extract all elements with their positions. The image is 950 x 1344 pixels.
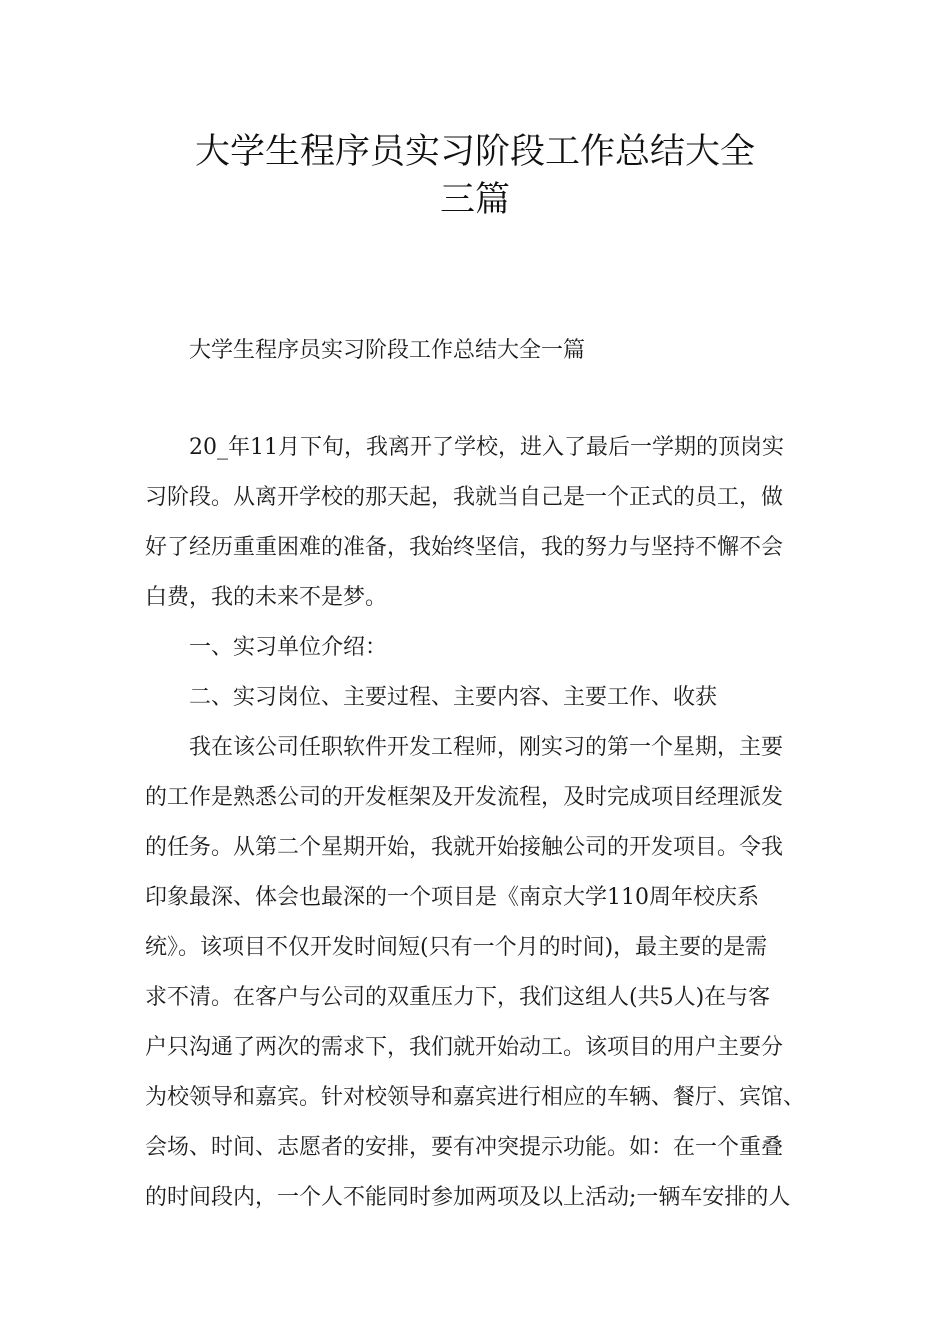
paragraph-line: 20_年11月下旬，我离开了学校，进入了最后一学期的顶岗实 (189, 435, 784, 460)
paragraph-line: 为校领导和嘉宾。针对校领导和嘉宾进行相应的车辆、餐厅、宾馆、 (145, 1085, 806, 1110)
document-title (0, 128, 950, 224)
paragraph-line: 好了经历重重困难的准备，我始终坚信，我的努力与坚持不懈不会 (145, 535, 784, 560)
title-line-1: 大学生程序员实习阶段工作总结大全 (194, 132, 755, 172)
paragraph-line: 求不清。在客户与公司的双重压力下，我们这组人(共5人)在与客 (145, 985, 771, 1010)
paragraph-line: 户只沟通了两次的需求下，我们就开始动工。该项目的用户主要分 (145, 1035, 784, 1060)
subheading-line: 一、实习单位介绍： (189, 635, 388, 660)
paragraph-line: 统》。该项目不仅开发时间短(只有一个月的时间)，最主要的是需 (145, 935, 768, 960)
paragraph-line: 的工作是熟悉公司的开发框架及开发流程，及时完成项目经理派发 (145, 785, 784, 810)
subheading-line: 二、实习岗位、主要过程、主要内容、主要工作、收获 (189, 685, 718, 710)
paragraph-line: 习阶段。从离开学校的那天起，我就当自己是一个正式的员工，做 (145, 485, 784, 510)
paragraph-line: 的时间段内，一个人不能同时参加两项及以上活动;一辆车安排的人 (145, 1185, 791, 1210)
paragraph-line: 我在该公司任职软件开发工程师，刚实习的第一个星期，主要 (189, 735, 784, 760)
paragraph-line: 的任务。从第二个星期开始，我就开始接触公司的开发项目。令我 (145, 835, 784, 860)
title-line-2: 三篇 (439, 180, 510, 220)
paragraph-line: 印象最深、体会也最深的一个项目是《南京大学110周年校庆系 (145, 885, 759, 910)
paragraph-line: 会场、时间、志愿者的安排，要有冲突提示功能。如：在一个重叠 (145, 1135, 784, 1160)
section-heading: 大学生程序员实习阶段工作总结大全一篇 (189, 338, 586, 363)
paragraph-line: 白费，我的未来不是梦。 (145, 585, 388, 610)
